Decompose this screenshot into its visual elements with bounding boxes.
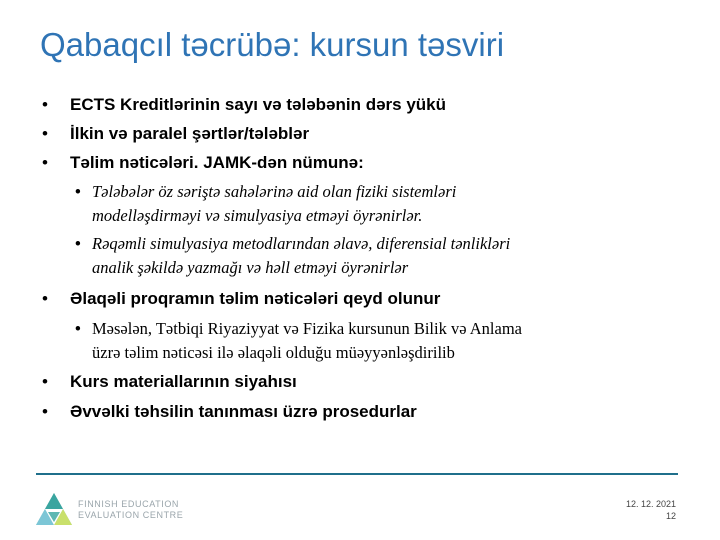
sub-bullet-icon: • [75,183,81,201]
footer-date: 12. 12. 2021 [625,499,676,509]
logo-text [78,499,183,521]
footer-divider [36,473,678,475]
sub-bullet-line: modelləşdirməyi və simulyasiya etməyi öyrənirlər. [92,206,423,225]
logo-text-line: FINNISH EDUCATION [78,499,180,509]
bullet-icon: • [42,95,48,114]
bullet-text: Təlim nəticələri. JAMK-dən nümunə: [70,153,364,172]
bullet-text: Əlaqəli proqramın təlim nəticələri qeyd olunur [70,289,441,308]
sub-bullet-icon: • [75,235,81,253]
bullet-text: ECTS Kreditlərinin sayı və tələbənin dərs yükü [70,95,447,114]
bullet-item [42,153,364,173]
sub-bullet-line: analik şəkildə yazmağı və həll etməyi öyrənirlər [92,258,409,277]
slide-title: Qabaqcıl təcrübə: kursun təsviri [40,26,505,63]
fiec-logo-icon [34,491,74,529]
bullet-item [42,95,447,115]
page-number: 12 [665,511,676,521]
bullet-icon: • [42,289,48,308]
sub-bullet-icon: • [75,320,81,338]
bullet-item [42,402,417,422]
bullet-text: İlkin və paralel şərtlər/tələblər [70,124,310,143]
sub-bullet-item [75,317,692,365]
bullet-icon: • [42,153,48,172]
sub-bullet-line: Rəqəmli simulyasiya metodlarından əlavə, diferensial tənlikləri [92,234,511,253]
sub-bullet-line: Tələbələr öz səriştə sahələrinə aid olan fiziki sistemləri [92,182,457,201]
bullet-icon: • [42,402,48,421]
bullet-text: Kurs materiallarının siyahısı [70,372,297,391]
bullet-item [42,289,441,309]
bullet-text: Əvvəlki təhsilin tanınması üzrə prosedurlar [70,402,417,421]
logo-text-line: EVALUATION CENTRE [78,510,184,520]
sub-bullet-item [75,232,692,280]
bullet-icon: • [42,124,48,143]
bullet-item [42,372,297,392]
sub-bullet-line: üzrə təlim nəticəsi ilə əlaqəli olduğu müəyyənləşdirilib [92,343,455,362]
bullet-item [42,124,310,144]
sub-bullet-item [75,180,692,228]
bullet-icon: • [42,372,48,391]
sub-bullet-line: Məsələn, Tətbiqi Riyaziyyat və Fizika kursunun Bilik və Anlama [92,319,522,338]
